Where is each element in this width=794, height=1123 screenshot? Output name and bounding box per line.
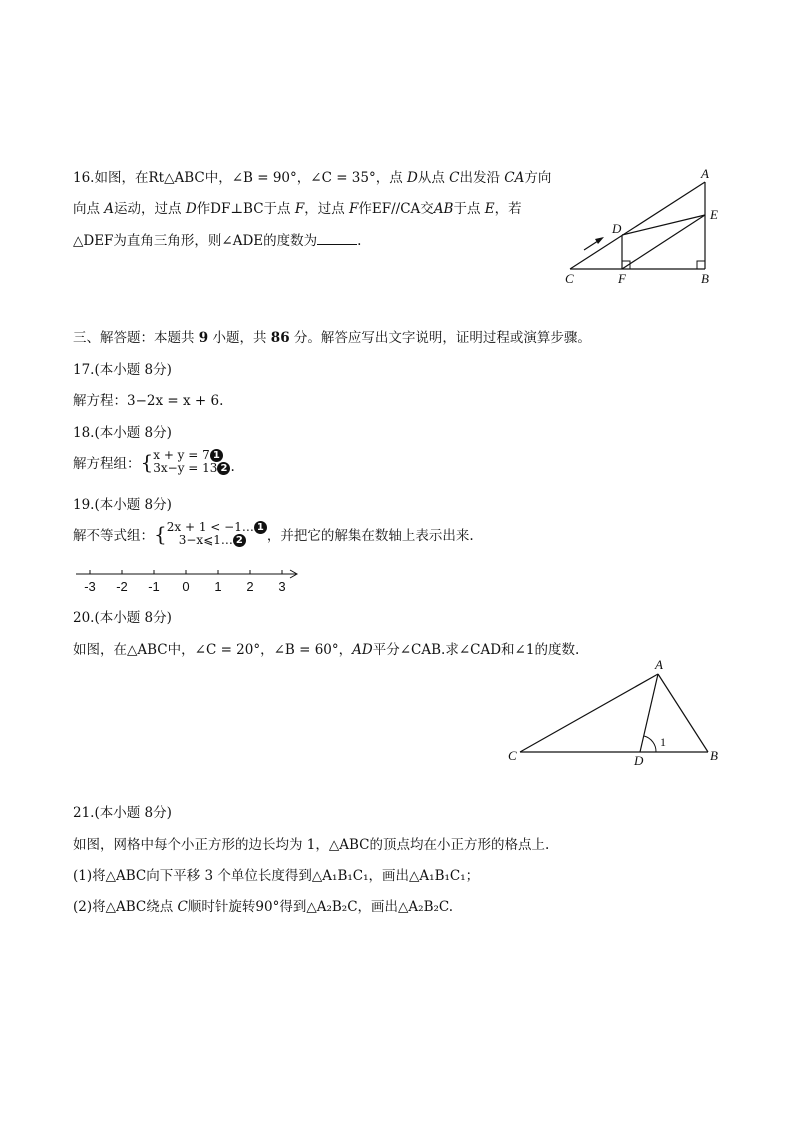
fig20-label-C: C bbox=[508, 748, 517, 763]
label-B: B bbox=[701, 271, 709, 286]
fig20-label-A: A bbox=[655, 657, 663, 672]
fig20-label-B: B bbox=[710, 748, 718, 763]
circled-1-icon: 1 bbox=[254, 521, 267, 534]
q16-line2: 向点 A运动，过点 D作DF⊥BC于点 F，过点 F作EF//CA交AB于点 E，若 bbox=[73, 201, 522, 217]
label-E: E bbox=[710, 207, 718, 222]
q16-line3: △DEF为直角三角形，则∠ADE的度数为 . bbox=[73, 233, 362, 249]
fig20-angle-1: 1 bbox=[660, 735, 666, 749]
q18-system: 解方程组：{x + y = 7 1 3x−y = 13 2 . bbox=[73, 448, 235, 475]
circled-2-icon: 2 bbox=[233, 534, 246, 547]
q19-header: 19.(本小题 8分) bbox=[73, 497, 172, 513]
label-A: A bbox=[701, 166, 709, 181]
q21-line3: (2)将△ABC绕点 C顺时针旋转90°得到△A₂B₂C，画出△A₂B₂C. bbox=[73, 899, 454, 915]
fig20-label-D: D bbox=[634, 753, 644, 768]
number-line bbox=[72, 562, 304, 596]
label-F: F bbox=[618, 271, 626, 286]
tick-label: -1 bbox=[148, 579, 160, 594]
section-heading: 三、解答题：本题共 9 小题，共 86 分。解答应写出文字说明，证明过程或演算步骤。 bbox=[73, 330, 591, 346]
tick-label: 2 bbox=[246, 579, 254, 594]
q16-number: 16. bbox=[73, 170, 95, 186]
tick-label: 1 bbox=[214, 579, 222, 594]
tick-label: -3 bbox=[84, 579, 96, 594]
label-C: C bbox=[565, 271, 574, 286]
tick-label: 3 bbox=[278, 579, 286, 594]
q18-header: 18.(本小题 8分) bbox=[73, 425, 172, 441]
circled-1-icon: 1 bbox=[210, 449, 223, 462]
answer-blank[interactable] bbox=[317, 232, 357, 245]
circled-2-icon: 2 bbox=[217, 462, 230, 475]
q20-header: 20.(本小题 8分) bbox=[73, 610, 172, 626]
tick-label: 0 bbox=[182, 579, 190, 594]
q21-line1: 如图，网格中每个小正方形的边长均为 1，△ABC的顶点均在小正方形的格点上. bbox=[73, 837, 550, 853]
q17-text: 解方程：3−2x = x + 6. bbox=[73, 393, 224, 409]
q20-text: 如图，在△ABC中，∠C = 20°，∠B = 60°，AD平分∠CAB.求∠CAD和∠1的度数. bbox=[73, 642, 580, 658]
q21-line2: (1)将△ABC向下平移 3 个单位长度得到△A₁B₁C₁，画出△A₁B₁C₁； bbox=[73, 868, 480, 884]
q20-figure bbox=[500, 655, 730, 770]
q16-figure bbox=[560, 165, 730, 290]
label-D: D bbox=[612, 221, 622, 236]
q16-line1: 16.如图，在Rt△ABC中，∠B = 90°，∠C = 35°，点 D从点 C出发沿 CA方向 bbox=[73, 170, 552, 186]
tick-label: -2 bbox=[116, 579, 128, 594]
q21-header: 21.(本小题 8分) bbox=[73, 805, 172, 821]
q19-system: 解不等式组：{2x + 1 < −1… 1 3−x⩽1… 2 ，并把它的解集在数轴上表示出来. bbox=[73, 520, 474, 547]
q17-header: 17.(本小题 8分) bbox=[73, 362, 172, 378]
